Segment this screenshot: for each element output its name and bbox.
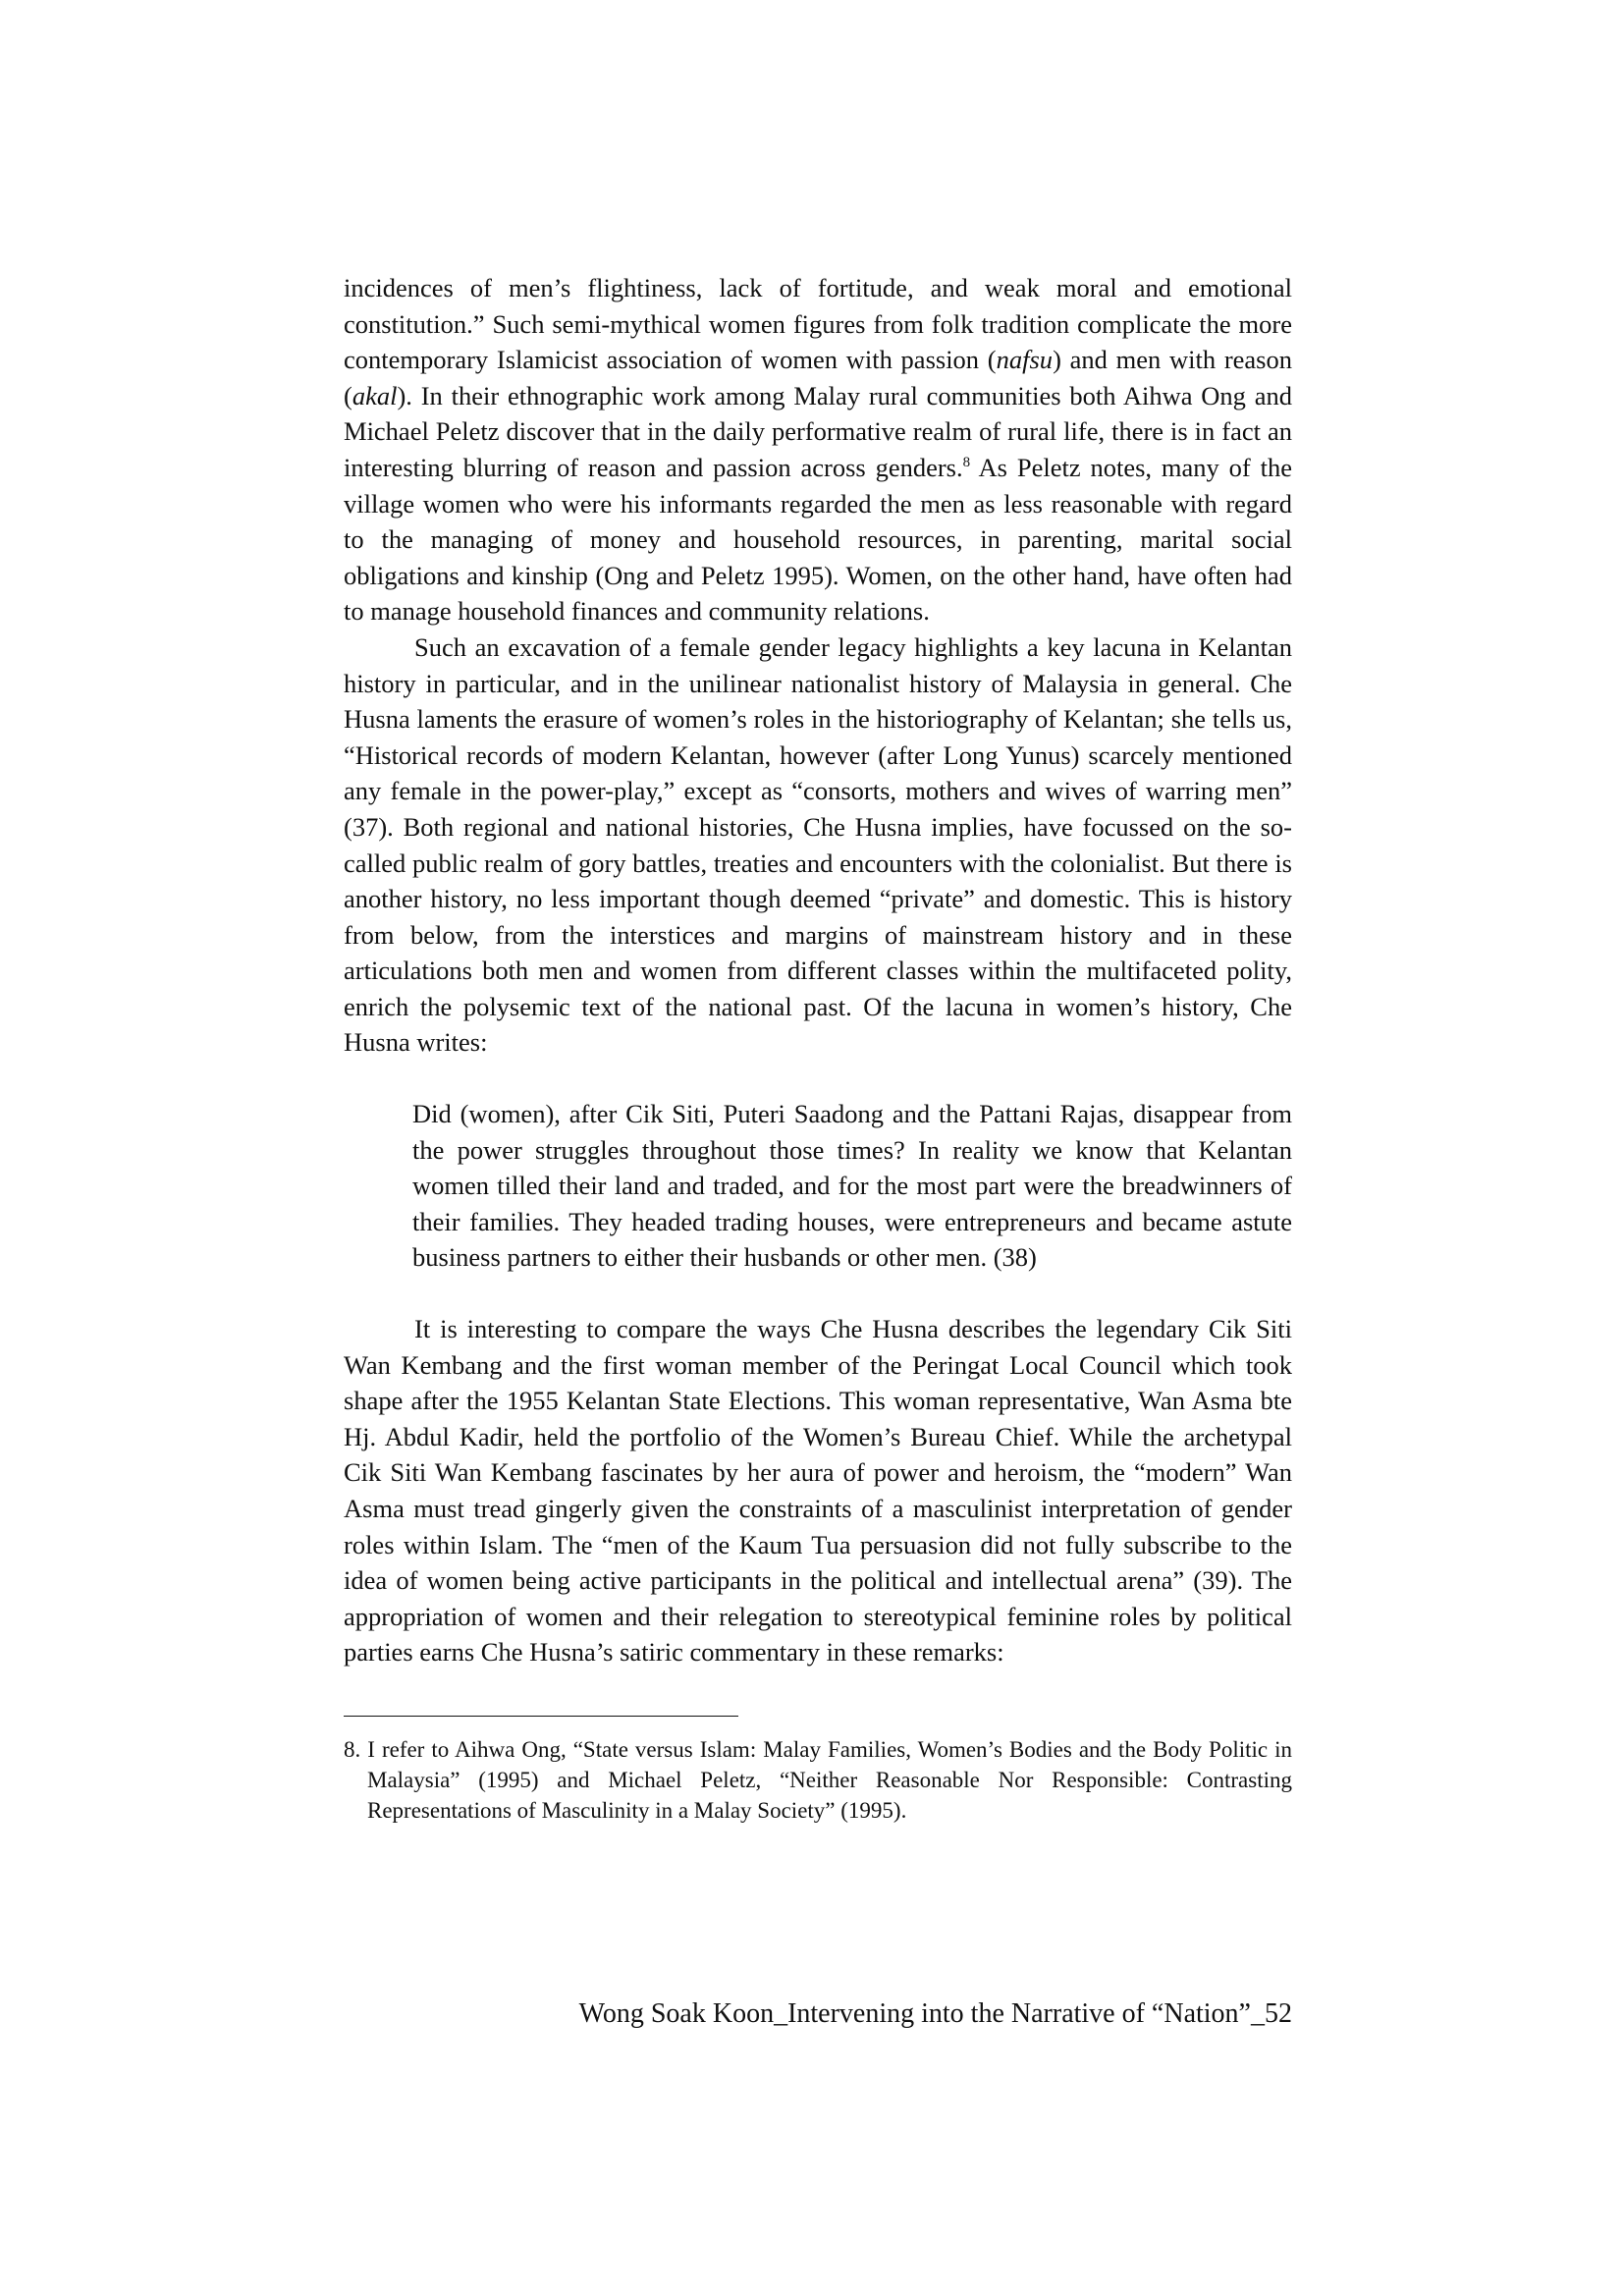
page-content [344, 270, 1292, 1827]
body-paragraph-3: It is interesting to compare the ways Che Husna describes the legendary Cik Siti Wan Kembang and the first woman member of the Peringat Local Council which took shape after the 1955 Kelantan State Elections. This woman representative, Wan Asma bte Hj. Abdul Kadir, held the portfolio of the Women’s Bureau Chief. While the archetypal Cik Siti Wan Kembang fascinates by her aura of power and heroism, the “modern” Wan Asma must tread gingerly given the constraints of a masculinist interpretation of gender roles within Islam. The “men of the Kaum Tua persuasion did not fully subscribe to the idea of women being active participants in the political and intellectual arena” (39). The appropriation of women and their relegation to stereotypical feminine roles by political parties earns Che Husna’s satiric commentary in these remarks: [344, 1314, 1292, 1667]
footnote-8: 8. I refer to Aihwa Ong, “State versus Islam: Malay Families, Women’s Bodies and the Body Politic in Malaysia” (1995) and Michael Peletz, “Neither Reasonable Nor Responsible: Contrasting Representations of Masculinity in a Malay Society” (1995). [344, 1736, 1292, 1824]
running-footer: Wong Soak Koon_Intervening into the Narrative of “Nation”_52 [578, 1998, 1292, 2029]
term-akal: akal [352, 380, 398, 410]
term-nafsu: nafsu [996, 345, 1054, 375]
paragraph-1-segment-3: ). In their ethnographic work among Malay rural communities both Aihwa Ong and Michael Peletz discover that in the daily performative realm of rural life, there is in fact an interesting blurring of reason and passion across genders. [344, 380, 1292, 482]
footnote-divider [344, 1716, 738, 1717]
body-paragraph-2: Such an excavation of a female gender legacy highlights a key lacuna in Kelantan history in particular, and in the unilinear nationalist history of Malaysia in general. Che Husna laments the erasure of women’s roles in the historiography of Kelantan; she tells us, “Historical records of modern Kelantan, however (after Long Yunus) scarcely mentioned any female in the power-play,” except as “consorts, mothers and wives of warring men” (37). Both regional and national histories, Che Husna implies, have focussed on the so-called public realm of gory battles, treaties and encounters with the colonialist. But there is another history, no less important though deemed “private” and domestic. This is history from below, from the interstices and margins of mainstream history and in these articulations both men and women from different classes within the multifaceted polity, enrich the polysemic text of the national past. Of the lacuna in women’s history, Che Husna writes: [344, 631, 1292, 1058]
paragraph-1-segment-2: ) and men with reason ( [344, 345, 1292, 410]
paragraph-1-segment-4: As Peletz notes, many of the village women who were his informants regarded the men as less reasonable with regard to the managing of money and household resources, in parenting, marital social obligations and kinship (Ong and Peletz 1995). Women, on the other hand, have often had to manage household finances and community relations. [344, 452, 1292, 627]
body-paragraph-1 [344, 270, 1292, 629]
block-quote: Did (women), after Cik Siti, Puteri Saadong and the Pattani Rajas, disappear from the power struggles throughout those times? In reality we know that Kelantan women tilled their land and traded, and for the most part were the breadwinners of their families. They headed trading houses, were entrepreneurs and became astute business partners to either their husbands or other men. (38) [412, 1099, 1292, 1273]
footnote-reference[interactable]: 8 [962, 455, 971, 471]
paragraph-1-segment-1: incidences of men’s flightiness, lack of fortitude, and weak moral and emotional constitution.” Such semi-mythical women figures from folk tradition complicate the more contemporary Islamicist association of women with passion ( [344, 273, 1292, 375]
